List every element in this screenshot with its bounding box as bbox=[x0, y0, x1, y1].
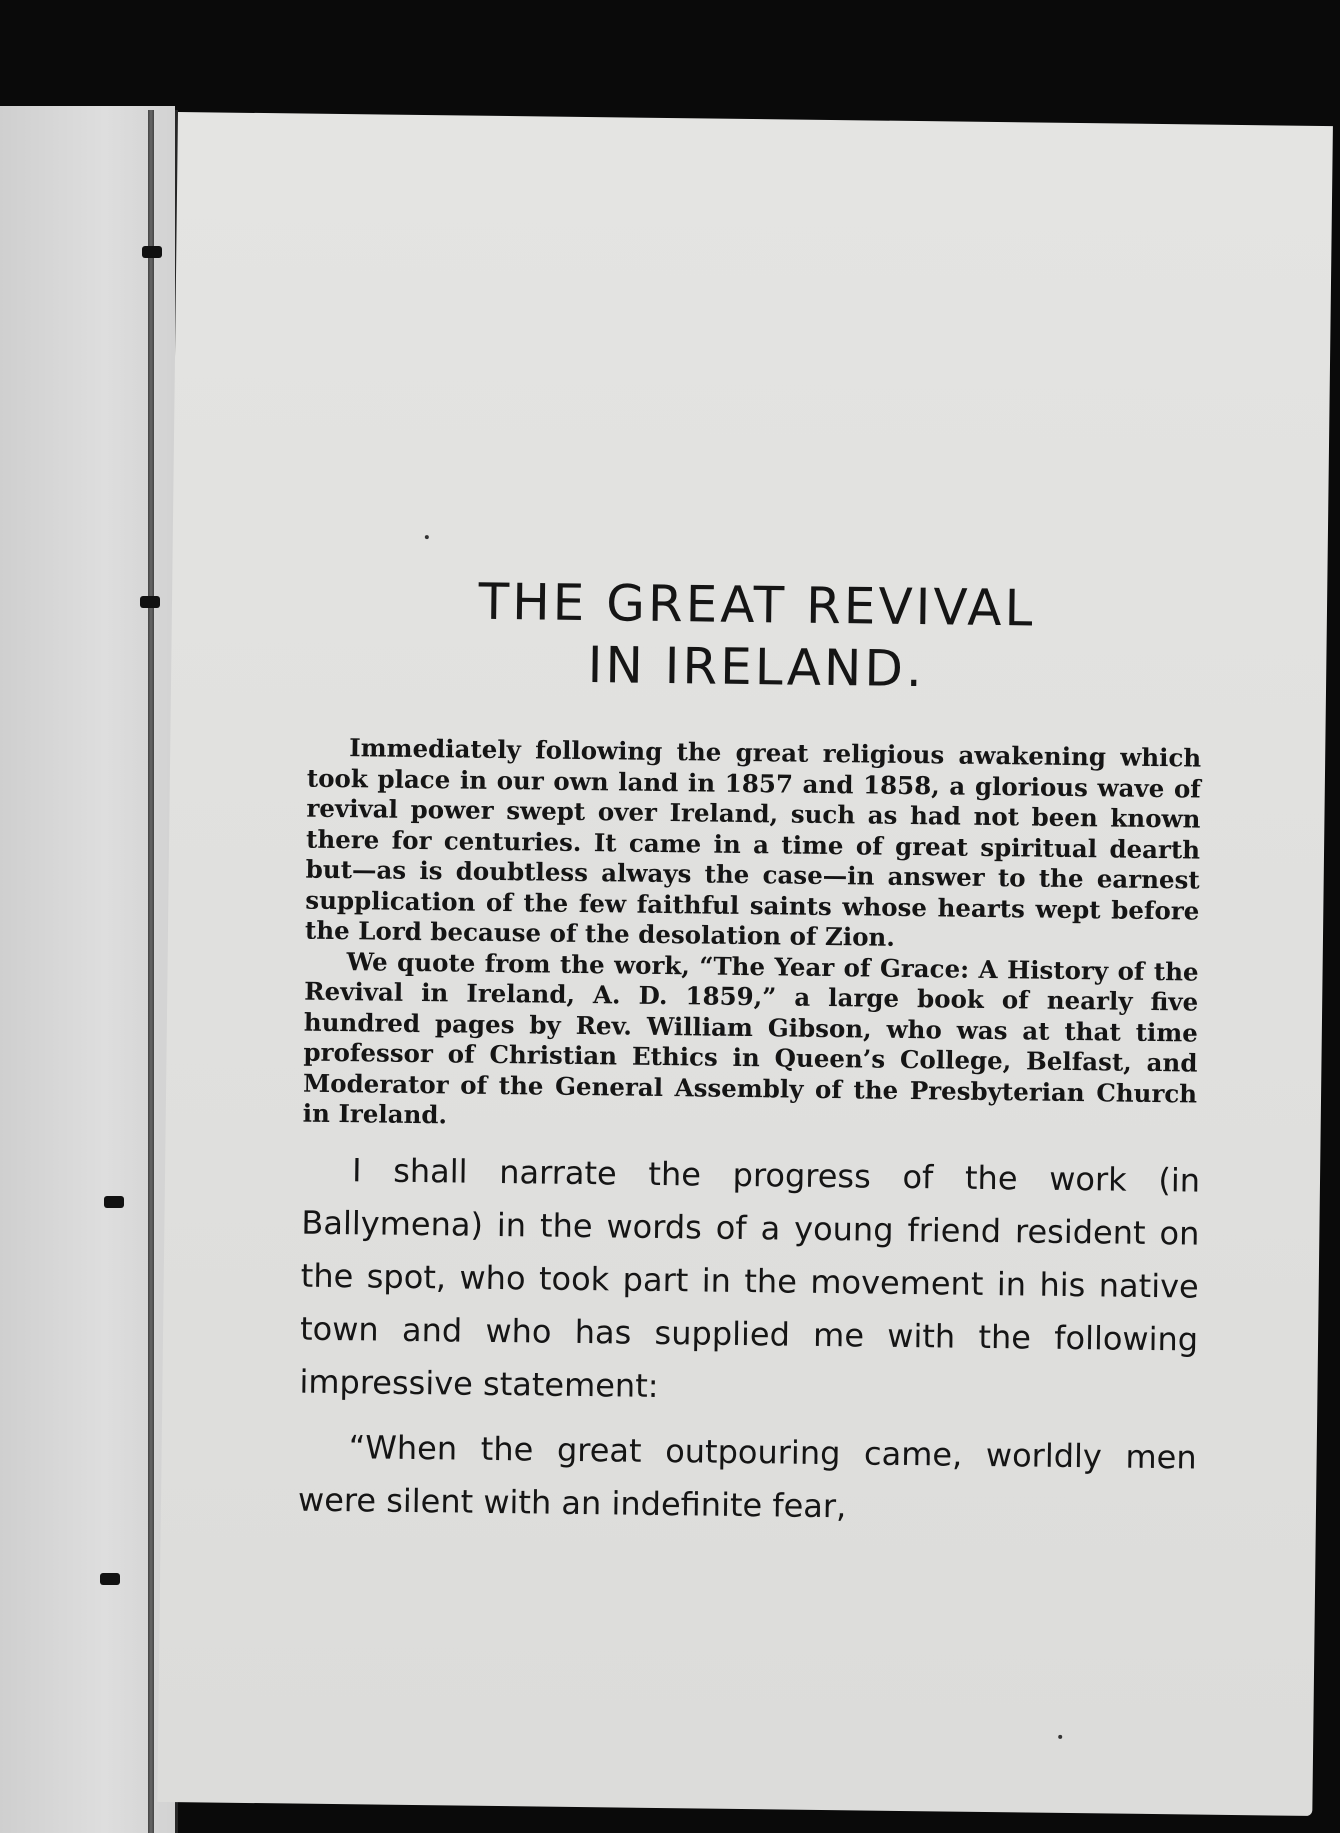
page-title bbox=[296, 568, 1217, 703]
title-line-1: THE GREAT REVIVAL bbox=[478, 572, 1036, 638]
paragraph-narration: I shall narrate the progress of the work (in Ballymena) in the words of a young friend resident on the spot, who took part in the movement in his native town and who has supplied me with the following impressive statement: bbox=[299, 1150, 1201, 1405]
binding-stitch bbox=[140, 596, 160, 608]
binding-stitch bbox=[100, 1573, 120, 1585]
title-line-2: IN IRELAND. bbox=[587, 636, 926, 699]
page-content bbox=[286, 568, 1218, 1537]
paragraph-intro: Immediately following the great religious awakening which took place in our own land in 1857 and 1858, a glorious wave of revival power swept over Ireland, such as had not been known there for centuries. It came in a time of great spiritual dearth but—as is doubtless always the case—in answer to the earnest supplication of the few faithful saints whose hearts wept before the Lord because of the desolation of Zion. bbox=[304, 733, 1202, 952]
book-page bbox=[157, 112, 1333, 1816]
binding-stitch bbox=[142, 246, 162, 258]
binding-gutter bbox=[148, 110, 154, 1833]
speck bbox=[425, 535, 429, 539]
speck bbox=[1058, 1735, 1062, 1739]
paragraph-quote-source: We quote from the work, “The Year of Grace: A History of the Revival in Ireland, A. D. 1859,” a large book of nearly five hundred pages by Rev. William Gibson, who was at that time professor of Christian Ethics in Queen’s College, Belfast, and Moderator of the General Assembly of the Presbyterian Church in Ireland. bbox=[302, 946, 1199, 1130]
binding-stitch bbox=[104, 1196, 124, 1208]
paragraph-quotation: “When the great outpouring came, worldly men were silent with an indefinite fear, bbox=[297, 1427, 1197, 1525]
